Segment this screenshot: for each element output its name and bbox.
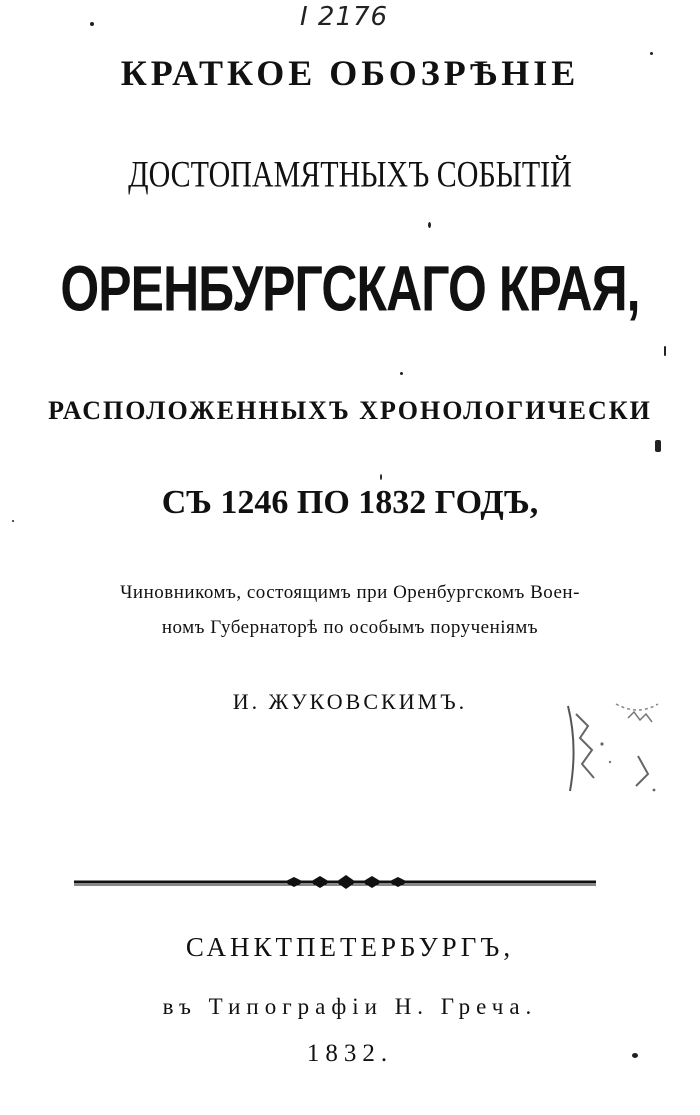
ink-speck [655,440,661,452]
ink-speck [90,22,94,26]
title-line-3: ОРЕНБУРГСКАГО КРАЯ, [60,253,640,325]
author-name: И. ЖУКОВСКИМЪ. [232,689,468,714]
accession-mark: I 2176 [300,2,389,32]
ink-speck [12,520,14,522]
ink-speck [380,474,382,480]
library-stamp-icon [558,686,668,806]
ink-speck [650,52,653,55]
ink-speck [632,1053,638,1058]
title-line-5: СЪ 1246 ПО 1832 ГОДЪ, [161,484,539,521]
imprint-city: САНКТПЕТЕРБУРГЪ, [185,932,515,962]
imprint-year: 1832. [306,1040,394,1067]
ornamental-rule [74,875,596,889]
ink-speck [428,222,431,228]
author-description-line-2: номъ Губернаторѣ по особымъ порученіямъ [161,617,539,638]
title-line-2: ДОСТОПАМЯТНЫХЪ СОБЫТІЙ [128,154,572,196]
ink-speck [400,372,403,375]
author-description-line-1: Чиновникомъ, состоящимъ при Оренбургскомъ Воен- [120,582,580,603]
title-line-1: КРАТКОЕ ОБОЗРѢНІЕ [120,53,580,93]
ink-speck [664,346,666,356]
title-line-4: РАСПОЛОЖЕННЫХЪ ХРОНОЛОГИЧЕСКИ [48,396,652,425]
imprint-printer: въ Типографіи Н. Греча. [162,994,538,1019]
